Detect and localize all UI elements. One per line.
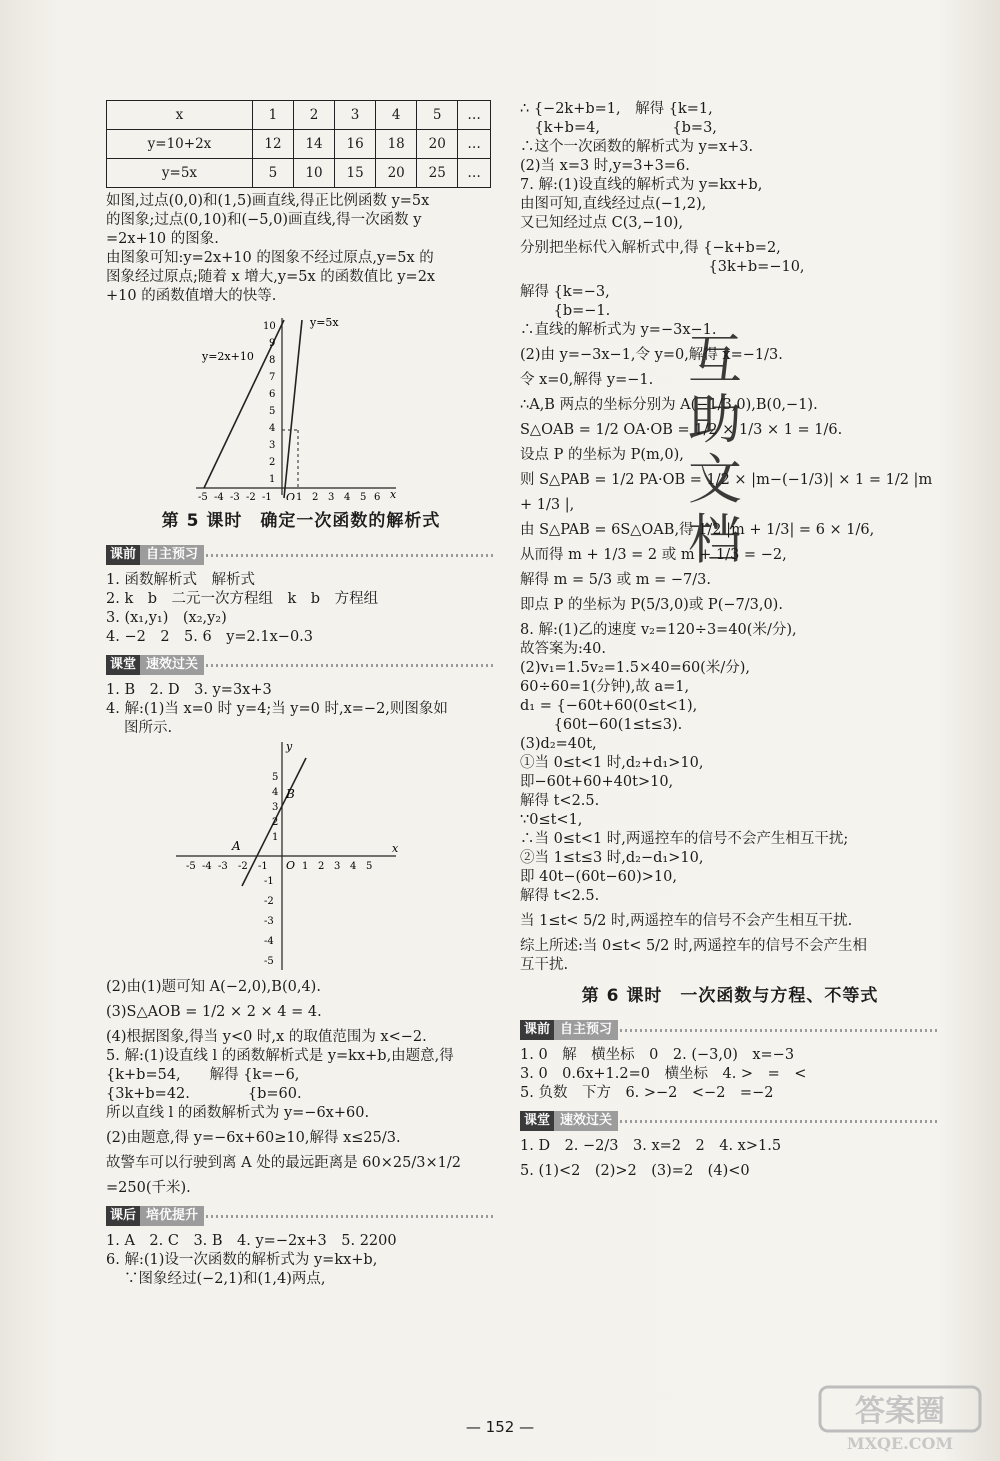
answer-line: 8. 解:(1)乙的速度 v₂=120÷3=40(米/分), — [520, 622, 797, 638]
x-tick: 4 — [344, 492, 351, 500]
x-tick: -2 — [246, 492, 256, 500]
section-name: 速效过关 — [140, 655, 204, 675]
y-tick: 8 — [269, 355, 276, 366]
section-bar-class — [520, 1111, 940, 1131]
text-line: 由图象可知:y=2x+10 的图象不经过原点,y=5x 的 — [106, 250, 434, 266]
watermark-char: 助 — [688, 388, 742, 451]
y-tick: 7 — [269, 372, 276, 383]
answer-line: {k+b=54, 解得 {k=−6, — [106, 1067, 300, 1083]
y-tick: 3 — [272, 802, 279, 813]
text-line: +10 的函数值增大的快等. — [106, 288, 277, 304]
answer-line: 解得 t<2.5. — [520, 793, 600, 809]
answer-line: ∴当 0≤t<1 时,两遥控车的信号不会产生相互干扰; — [520, 831, 849, 847]
logo-url: MXQE.COM — [846, 1434, 954, 1453]
x-tick: 3 — [328, 492, 335, 500]
table-row — [107, 130, 491, 159]
table-cell: 3 — [335, 101, 376, 130]
answer-line: =250(千米). — [106, 1180, 191, 1196]
answer-line: 综上所述:当 0≤t< 5/2 时,两遥控车的信号不会产生相 — [520, 938, 868, 954]
graph-line-ab — [106, 738, 496, 978]
right-column — [520, 100, 940, 1181]
answer-line: 则 S△PAB = 1/2 PA·OB = 1/2 × |m−(−1/3)| × 1 = 1/2 |m — [520, 472, 933, 488]
answer-line: {60t−60(1≤t≤3). — [520, 717, 683, 733]
x-tick: -3 — [230, 492, 240, 500]
answer-line: 5. 负数 下方 6. >−2 <−2 =−2 — [520, 1085, 774, 1101]
page-number: — 152 — — [465, 1418, 535, 1436]
answer-line: 1. 函数解析式 解析式 — [106, 572, 255, 588]
y-tick: 4 — [272, 787, 279, 798]
answer-line: (3)d₂=40t, — [520, 736, 597, 752]
table-cell: 20 — [376, 159, 417, 188]
table-row — [107, 159, 491, 188]
answer-line: 由 S△PAB = 6S△OAB,得 1/2 |m + 1/3| = 6 × 1/6, — [520, 522, 875, 538]
table-cell: … — [458, 101, 491, 130]
answer-line: (2)由题意,得 y=−6x+60≥10,解得 x≤25/3. — [106, 1130, 401, 1146]
point-a-label: A — [232, 839, 241, 853]
table-cell: 10 — [294, 159, 335, 188]
answer-line: ∴ {−2k+b=1, 解得 {k=1, — [520, 101, 713, 117]
answer-line: 6. 解:(1)设一次函数的解析式为 y=kx+b, — [106, 1252, 378, 1268]
answer-line: 分别把坐标代入解析式中,得 {−k+b=2, — [520, 240, 781, 256]
section-name: 速效过关 — [554, 1111, 618, 1131]
y-tick: 1 — [272, 832, 279, 843]
x-tick: -1 — [262, 492, 272, 500]
answer-line: ∴这个一次函数的解析式为 y=x+3. — [520, 139, 754, 155]
x-tick: 2 — [312, 492, 319, 500]
answer-line: 解得 m = 5/3 或 m = −7/3. — [520, 572, 711, 588]
answer-line: 从而得 m + 1/3 = 2 或 m + 1/3 = −2, — [520, 547, 787, 563]
answer-line: 1. D 2. −2/3 3. x=2 2 4. x>1.5 — [520, 1138, 782, 1154]
left-column — [106, 100, 496, 1289]
x-tick: -4 — [202, 861, 212, 872]
lesson5-title: 第 5 课时 确定一次函数的解析式 — [161, 511, 441, 531]
y-tick: 2 — [269, 457, 276, 468]
answer-line: 故警车可以行驶到离 A 处的最远距离是 60×25/3×1/2 — [106, 1155, 461, 1171]
section-tag: 课前 — [520, 1020, 554, 1040]
answer-line: ②当 1≤t≤3 时,d₂−d₁>10, — [520, 850, 704, 866]
text-line: 的图象;过点(0,10)和(−5,0)画直线,得一次函数 y — [106, 212, 422, 228]
answer-line: 解得 {k=−3, — [520, 284, 610, 300]
answer-line: 所以直线 l 的函数解析式为 y=−6x+60. — [106, 1105, 370, 1121]
x-tick: 1 — [302, 861, 309, 872]
x-axis-label: x — [390, 488, 397, 500]
answer-line: d₁ = {−60t+60(0≤t<1), — [520, 698, 698, 714]
answer-line: (2)当 x=3 时,y=3+3=6. — [520, 158, 690, 174]
section-name: 培优提升 — [140, 1206, 204, 1226]
watermark-logo — [800, 1385, 990, 1455]
answer-line: 5. (1)<2 (2)>2 (3)=2 (4)<0 — [520, 1163, 750, 1179]
answer-line: 4. −2 2 5. 6 y=2.1x−0.3 — [106, 629, 313, 645]
y-tick: 2 — [272, 817, 279, 828]
answer-line: 解得 t<2.5. — [520, 888, 600, 904]
section-bar-class — [106, 655, 496, 675]
section-tag: 课后 — [106, 1206, 140, 1226]
value-table — [106, 100, 491, 188]
section-name: 自主预习 — [140, 545, 204, 565]
x-tick: -4 — [214, 492, 224, 500]
y-tick: 1 — [269, 474, 276, 485]
answer-line: {3k+b=42. {b=60. — [106, 1086, 302, 1102]
watermark-char: 互 — [688, 328, 742, 391]
y-tick: -1 — [264, 876, 274, 887]
answer-line: ∴A,B 两点的坐标分别为 A(−1/3,0),B(0,−1). — [520, 397, 818, 413]
answer-line: ∵0≤t<1, — [520, 812, 583, 828]
y-tick: 6 — [269, 389, 276, 400]
section-name: 自主预习 — [554, 1020, 618, 1040]
table-cell: 5 — [252, 159, 293, 188]
text-line: 图象经过原点;随着 x 增大,y=5x 的函数值比 y=2x — [106, 269, 436, 285]
answer-line: ∴直线的解析式为 y=−3x−1. — [520, 322, 717, 338]
answer-line: + 1/3 |, — [520, 497, 575, 513]
label-y-5x: y=5x — [310, 316, 339, 329]
answer-line: 1. 0 解 横坐标 0 2. (−3,0) x=−3 — [520, 1047, 795, 1063]
answer-line: 图所示. — [124, 720, 173, 736]
section-bar-preview — [520, 1020, 940, 1040]
x-tick-labels — [186, 861, 372, 872]
answer-line: (2)由(1)题可知 A(−2,0),B(0,4). — [106, 979, 321, 995]
answer-line: 设点 P 的坐标为 P(m,0), — [520, 447, 684, 463]
table-cell: … — [458, 159, 491, 188]
y-axis-label: y — [286, 740, 293, 753]
x-axis-label: x — [392, 842, 399, 855]
answer-line: (4)根据图象,得当 y<0 时,x 的取值范围为 x<−2. — [106, 1029, 427, 1045]
y-tick: 9 — [269, 338, 276, 349]
table-row — [107, 101, 491, 130]
answer-line: ∵图象经过(−2,1)和(1,4)两点, — [124, 1271, 326, 1287]
y-tick: 4 — [269, 423, 276, 434]
x-tick: 4 — [350, 861, 357, 872]
y-tick: -3 — [264, 916, 274, 927]
answer-line: (2)v₁=1.5v₂=1.5×40=60(米/分), — [520, 660, 750, 676]
x-tick: -2 — [238, 861, 248, 872]
x-tick: 2 — [318, 861, 325, 872]
table-cell: x — [107, 101, 253, 130]
answer-line: 60÷60=1(分钟),故 a=1, — [520, 679, 690, 695]
y-tick-labels — [263, 321, 276, 485]
answer-line: 故答案为:40. — [520, 641, 606, 657]
line-y-5x — [284, 320, 302, 498]
table-cell: 12 — [252, 130, 293, 159]
handwritten-watermark — [688, 330, 758, 570]
section-tag: 课堂 — [520, 1111, 554, 1131]
section-tag: 课堂 — [106, 655, 140, 675]
y-tick: -5 — [264, 956, 274, 967]
answer-line: 1. A 2. C 3. B 4. y=−2x+3 5. 2200 — [106, 1233, 397, 1249]
watermark-char: 档 — [688, 508, 742, 571]
answer-line: 即点 P 的坐标为 P(5/3,0)或 P(−7/3,0). — [520, 597, 783, 613]
answer-line: (3)S△AOB = 1/2 × 2 × 4 = 4. — [106, 1004, 322, 1020]
table-cell: 5 — [417, 101, 458, 130]
section-tag: 课前 — [106, 545, 140, 565]
answer-line: 4. 解:(1)当 x=0 时 y=4;当 y=0 时,x=−2,则图象如 — [106, 701, 448, 717]
x-tick: 5 — [360, 492, 367, 500]
table-cell: y=10+2x — [107, 130, 253, 159]
table-cell: 25 — [417, 159, 458, 188]
answer-line: {b=−1. — [520, 303, 611, 319]
table-cell: … — [458, 130, 491, 159]
section-bar-after — [106, 1206, 496, 1226]
answer-line: 即 40t−(60t−60)>10, — [520, 869, 677, 885]
y-tick: 5 — [269, 406, 276, 417]
logo-text: 答案圈 — [855, 1394, 945, 1429]
watermark-char: 文 — [688, 448, 742, 511]
answer-line: 7. 解:(1)设直线的解析式为 y=kx+b, — [520, 177, 763, 193]
y-tick: 5 — [272, 772, 279, 783]
answer-line: 3. (x₁,y₁) (x₂,y₂) — [106, 610, 227, 626]
label-y-2x-10: y=2x+10 — [202, 350, 254, 363]
answer-line: 1. B 2. D 3. y=3x+3 — [106, 682, 272, 698]
answer-line: 互干扰. — [520, 957, 569, 973]
answer-line: 令 x=0,解得 y=−1. — [520, 372, 654, 388]
x-tick: 1 — [296, 492, 303, 500]
y-tick: -2 — [264, 896, 274, 907]
x-tick: -3 — [218, 861, 228, 872]
x-tick: -5 — [186, 861, 196, 872]
origin-label: O — [286, 859, 296, 872]
answer-line: {3k+b=−10, — [520, 259, 805, 275]
x-tick: 5 — [366, 861, 373, 872]
x-tick: 6 — [374, 492, 381, 500]
point-b-label: B — [286, 787, 295, 801]
answer-line: 3. 0 0.6x+1.2=0 横坐标 4. > = < — [520, 1066, 807, 1082]
table-cell: 20 — [417, 130, 458, 159]
y-tick: -4 — [264, 936, 274, 947]
table-cell: 14 — [294, 130, 335, 159]
lesson6-title: 第 6 课时 一次函数与方程、不等式 — [581, 986, 879, 1006]
answer-line: 由图可知,直线经过点(−1,2), — [520, 196, 707, 212]
table-cell: 2 — [294, 101, 335, 130]
answer-line: 2. k b 二元一次方程组 k b 方程组 — [106, 591, 379, 607]
answer-line: {k+b=4, {b=3, — [520, 120, 717, 136]
answer-line: 又已知经过点 C(3,−10), — [520, 215, 684, 231]
y-tick: 10 — [263, 321, 276, 332]
y-tick: 3 — [269, 440, 276, 451]
text-line: =2x+10 的图象. — [106, 231, 219, 247]
answer-line: 5. 解:(1)设直线 l 的函数解析式是 y=kx+b,由题意,得 — [106, 1048, 454, 1064]
answer-line: ①当 0≤t<1 时,d₂+d₁>10, — [520, 755, 704, 771]
answer-line: S△OAB = 1/2 OA·OB = 1/2 × 1/3 × 1 = 1/6. — [520, 422, 843, 438]
table-cell: 18 — [376, 130, 417, 159]
answer-line: 当 1≤t< 5/2 时,两遥控车的信号不会产生相互干扰. — [520, 913, 853, 929]
table-cell: 16 — [335, 130, 376, 159]
answer-line: 即−60t+60+40t>10, — [520, 774, 674, 790]
x-tick: 3 — [334, 861, 341, 872]
x-tick: -5 — [198, 492, 208, 500]
table-cell: 1 — [252, 101, 293, 130]
graph-line-comparison — [106, 310, 496, 500]
text-line: 如图,过点(0,0)和(1,5)画直线,得正比例函数 y=5x — [106, 193, 430, 209]
origin-label: O — [286, 491, 296, 500]
answer-line: (2)由 y=−3x−1,令 y=0,解得 x=−1/3. — [520, 347, 783, 363]
x-tick: -1 — [258, 861, 268, 872]
table-cell: 15 — [335, 159, 376, 188]
table-cell: 4 — [376, 101, 417, 130]
section-bar-preview — [106, 545, 496, 565]
table-cell: y=5x — [107, 159, 253, 188]
